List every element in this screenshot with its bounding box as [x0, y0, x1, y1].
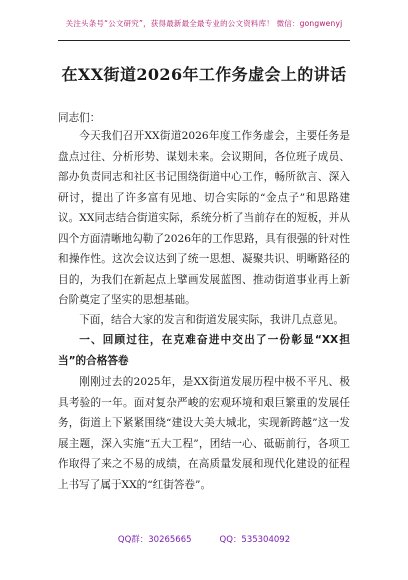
footer-qq-group: QQ群：30265665: [117, 535, 192, 545]
document-title: 在XX街道2026年工作务虚会上的讲话: [61, 65, 347, 84]
salutation: 同志们：: [58, 112, 101, 124]
section-heading-1: 一、回顾过往，在克难奋进中交出了一份彰显“XX担当”的合格答卷: [58, 334, 350, 367]
promo-banner: 关注头条号“公文研究”，获得最新最全最专业的公文资料库！ 微信：gongwenyj: [65, 19, 343, 28]
paragraph-review: 刚刚过去的2025年，是XX街道发展历程中极不平凡、极具考验的一年。面对复杂严峻的宏观环境和艰巨繁重的发展任务，街道上下紧紧围绕“建设大美大城北，实现新跨越”这一发展主题，深入实施“五大工程”，团结一心、砥砺前行，各项工作取得了来之不易的成绩，在高质量发展和现代化建设的征程上书写了属于XX的“红街答卷”。: [58, 376, 350, 491]
footer-contact: [0, 533, 408, 545]
paragraph-transition: 下面，结合大家的发言和街道发展实际，我讲几点意见。: [79, 314, 345, 326]
footer-qq: QQ：535304092: [219, 535, 291, 545]
header-divider: [58, 40, 350, 41]
paragraph-intro: 今天我们召开XX街道2026年度工作务虚会，主要任务是盘点过往、分析形势、谋划未来。会议期间，各位班子成员、部办负责同志和社区书记围绕街道中心工作，畅所欲言、深入研讨，提出了许多富有见地、切合实际的“金点子”和思路建议。XX同志结合街道实际，系统分析了当前存在的短板，并从四个方面清晰地勾勒了2026年的工作思路，具有很强的针对性和操作性。这次会议达到了统一思想、凝聚共识、明晰路径的目的，为我们在新起点上擘画发展蓝图、推动街道事业再上新台阶奠定了坚实的思想基础。: [58, 130, 350, 306]
